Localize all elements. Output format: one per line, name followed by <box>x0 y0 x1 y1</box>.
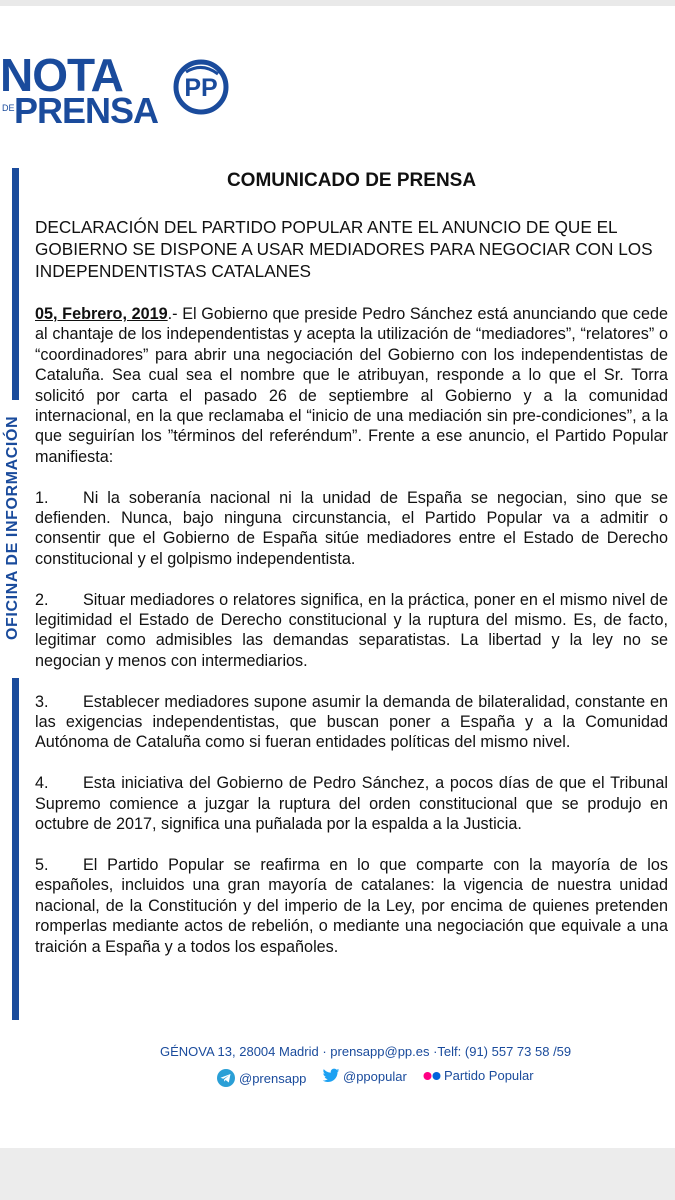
point-text: El Partido Popular se reafirma en lo que comparte con la mayoría de los españoles, incluidos una gran mayoría de catalanes: la vigencia de nuestra unidad nacional, de la Constitución y del imperio de la Ley, por encima de quienes pretenden romperlas mediante actos de rebelión, o mediante una negociación que equivale a una traición a España y a todos los españoles. <box>35 855 668 956</box>
point-text: Esta iniciativa del Gobierno de Pedro Sánchez, a pocos días de que el Tribunal Supremo comience a juzgar la ruptura del orden constitucional que se produjo en octubre de 2017, significa una puñalada por la espalda a la Justicia. <box>35 774 668 834</box>
point-number: 1. <box>35 488 49 507</box>
telegram-handle: @prensapp <box>239 1070 307 1086</box>
flickr-link[interactable] <box>423 1068 534 1083</box>
footer-address: GÉNOVA 13, 28004 Madrid · prensapp@pp.es ·Telf: (91) 557 73 58 /59 <box>160 1044 572 1059</box>
telegram-link[interactable] <box>216 1068 306 1088</box>
point-1 <box>35 488 668 570</box>
point-3 <box>35 692 668 753</box>
release-date: 05, Febrero, 2019 <box>35 305 168 323</box>
flickr-icon <box>423 1071 441 1081</box>
logo-prensa: PRENSA <box>14 90 159 131</box>
point-number: 5. <box>35 855 49 874</box>
side-bar-top <box>12 168 19 400</box>
bottom-band <box>0 1148 675 1200</box>
logo-nota: NOTA <box>0 49 123 101</box>
top-edge <box>0 0 675 6</box>
point-number: 4. <box>35 774 49 793</box>
pp-logo-initials: PP <box>184 74 218 102</box>
logo-de: DE <box>2 103 15 113</box>
twitter-icon <box>322 1068 340 1084</box>
telegram-icon <box>216 1068 236 1088</box>
point-text: Ni la soberanía nacional ni la unidad de España se negocian, sino que se defienden. Nunca, bajo ninguna circunstancia, el Partido Popular va a admitir o consentir que el Gobierno de España sitúe mediadores entre el Estado de Derecho constitucional y el golpismo independentista. <box>35 488 668 568</box>
point-4 <box>35 773 668 834</box>
press-release-body <box>35 304 668 977</box>
twitter-link[interactable] <box>322 1068 407 1084</box>
point-2 <box>35 590 668 672</box>
intro-text: .- El Gobierno que preside Pedro Sánchez está anunciando que cede al chantaje de los independentistas y acepta la utilización de “mediadores”, “relatores” o “coordinadores” para abrir una negociación del Gobierno con los independentistas de Cataluña. Sea cual sea el nombre que le atribuyan, responde a lo que el Sr. Torra solicitó por carta el pasado 26 de septiembre al Gobierno y a la comunidad internacional, en la que reclamaba el “inicio de una mediación sin pre-condiciones”, a la que seguirían los ”términos del referéndum”. Frente a ese anuncio, el Partido Popular manifiesta: <box>35 305 668 466</box>
subheading: DECLARACIÓN DEL PARTIDO POPULAR ANTE EL ANUNCIO DE QUE EL GOBIERNO SE DISPONE A USAR MEDIADORES PARA NEGOCIAR CON LOS INDEPENDENTISTAS CATALANES <box>35 217 653 281</box>
point-5 <box>35 855 668 957</box>
point-number: 3. <box>35 692 49 711</box>
side-label: OFICINA DE INFORMACIÓN <box>4 415 21 640</box>
intro-paragraph <box>35 304 668 467</box>
flickr-name: Partido Popular <box>444 1068 534 1083</box>
pp-logo-icon <box>172 58 230 116</box>
side-bar-bottom <box>12 678 19 1020</box>
point-number: 2. <box>35 590 49 609</box>
point-text: Establecer mediadores supone asumir la demanda de bilateralidad, constante en las exigencias independentistas, que buscan poner a España y a la Comunidad Autónoma de Cataluña como si fueran entidades políticas del mismo nivel. <box>35 692 668 752</box>
point-text: Situar mediadores o relatores significa, en la práctica, poner en el mismo nivel de legitimidad el Estado de Derecho constitucional y la ruptura del mismo. Es, de facto, legitimar como admisibles las demandas separatistas. La libertad y la ley no se negocian y menos con intermediarios. <box>35 590 668 670</box>
nota-de-prensa-logo <box>0 49 240 132</box>
page-title: COMUNICADO DE PRENSA <box>226 170 477 191</box>
twitter-handle: @ppopular <box>343 1068 407 1084</box>
